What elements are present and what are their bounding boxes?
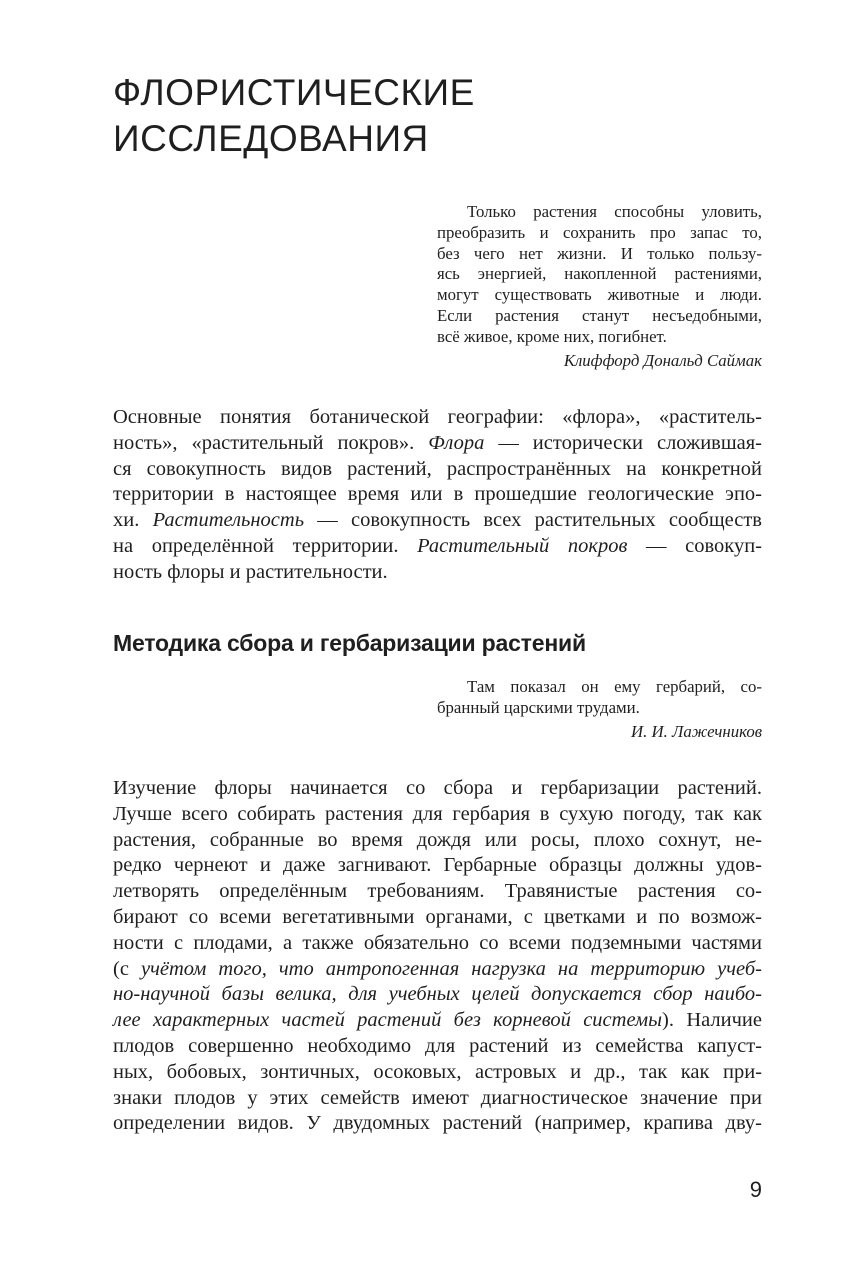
text-run: на определённой территории. — [113, 534, 418, 557]
epigraph-line: всё живое, кроме них, погибнет. — [437, 326, 667, 346]
epigraph-line: Если растения станут несъедобными, — [437, 305, 762, 325]
text-run: — совокуп- — [627, 534, 762, 557]
epigraph-line: Только растения способны уловить, — [467, 202, 762, 221]
text-line — [113, 1008, 762, 1034]
text-line: бирают со всеми вегетативными органами, с цветками и по возмож- — [113, 905, 762, 928]
text-line: ность флоры и растительности. — [113, 560, 388, 583]
term-plant-cover: Растительный покров — [417, 534, 628, 557]
term-flora: Флора — [428, 431, 485, 454]
text-line — [113, 508, 762, 534]
text-run: ность», «растительный покров». — [113, 431, 429, 454]
text-line: плодов совершенно необходимо для растений из семейства капуст- — [113, 1034, 762, 1057]
text-line: редко чернеют и даже загнивают. Гербарные образцы должны удов- — [113, 854, 762, 877]
epigraph-line: без чего нет жизни. И только пользу- — [437, 243, 762, 263]
text-line: Основные понятия ботанической географии: «флора», «раститель- — [113, 406, 762, 428]
chapter-title-line: ФЛОРИСТИЧЕСКИЕ — [113, 72, 475, 113]
epigraph-line: ясь энергией, накопленной растениями, — [437, 264, 762, 284]
page-number: 9 — [749, 1177, 762, 1202]
paragraph-collection — [113, 776, 762, 1137]
epigraph-line: могут существовать животные и люди. — [437, 285, 762, 305]
epigraph-lazhechnikov — [437, 677, 762, 742]
text-line: Лучше всего собирать растения для гербария в сухую погоду, так как — [113, 802, 762, 825]
text-line: определении видов. У двудомных растений (например, крапива дву- — [113, 1112, 762, 1135]
text-line — [113, 534, 762, 560]
term-vegetation: Растительность — [152, 509, 305, 532]
epigraph-author: Клиффорд Дональд Саймак — [563, 350, 762, 370]
text-line — [113, 957, 762, 983]
text-run: хи. — [113, 509, 153, 532]
epigraph-simak — [437, 202, 762, 371]
text-line: растения, собранные во время дождя или росы, плохо сохнут, не- — [113, 828, 762, 851]
epigraph-line: преобразить и сохранить про запас то, — [437, 222, 762, 242]
text-run: — исторически сложившая- — [484, 431, 762, 454]
text-run: ). Наличие — [662, 1009, 762, 1032]
section-heading: Методика сбора и гербаризации растений — [113, 630, 586, 656]
text-line: территории в настоящее время или в прошедшие геологические эпо- — [113, 483, 762, 506]
italic-note: но-научной базы велика, для учебных целей допускается сбор наибо- — [113, 983, 762, 1006]
chapter-title — [113, 70, 763, 162]
text-run: — совокупность всех растительных сообществ — [304, 509, 762, 532]
epigraph-author: И. И. Лажечников — [631, 721, 762, 741]
text-line: ся совокупность видов растений, распространённых на конкретной — [113, 457, 762, 480]
chapter-title-line: ИССЛЕДОВАНИЯ — [113, 118, 429, 159]
text-line — [113, 982, 762, 1008]
italic-note: лее характерных частей растений без корневой системы — [113, 1009, 663, 1032]
paragraph-definitions — [113, 405, 762, 586]
text-line: ности с плодами, а также обязательно со всеми подземными частями — [113, 931, 762, 954]
text-line — [113, 431, 762, 457]
epigraph-line: Там показал он ему гербарий, со- — [467, 677, 762, 696]
text-line: Изучение флоры начинается со сбора и гербаризации растений. — [113, 777, 762, 799]
text-line: ных, бобовых, зонтичных, осоковых, астровых и др., так как при- — [113, 1060, 762, 1083]
text-line: летворять определённым требованиям. Травянистые растения со- — [113, 880, 762, 903]
italic-note: учётом того, что антропогенная нагрузка на территорию учеб- — [141, 957, 762, 980]
text-run: (с — [113, 957, 141, 980]
text-line: знаки плодов у этих семейств имеют диагностическое значение при — [113, 1086, 762, 1109]
epigraph-line: бранный царскими трудами. — [437, 697, 640, 717]
